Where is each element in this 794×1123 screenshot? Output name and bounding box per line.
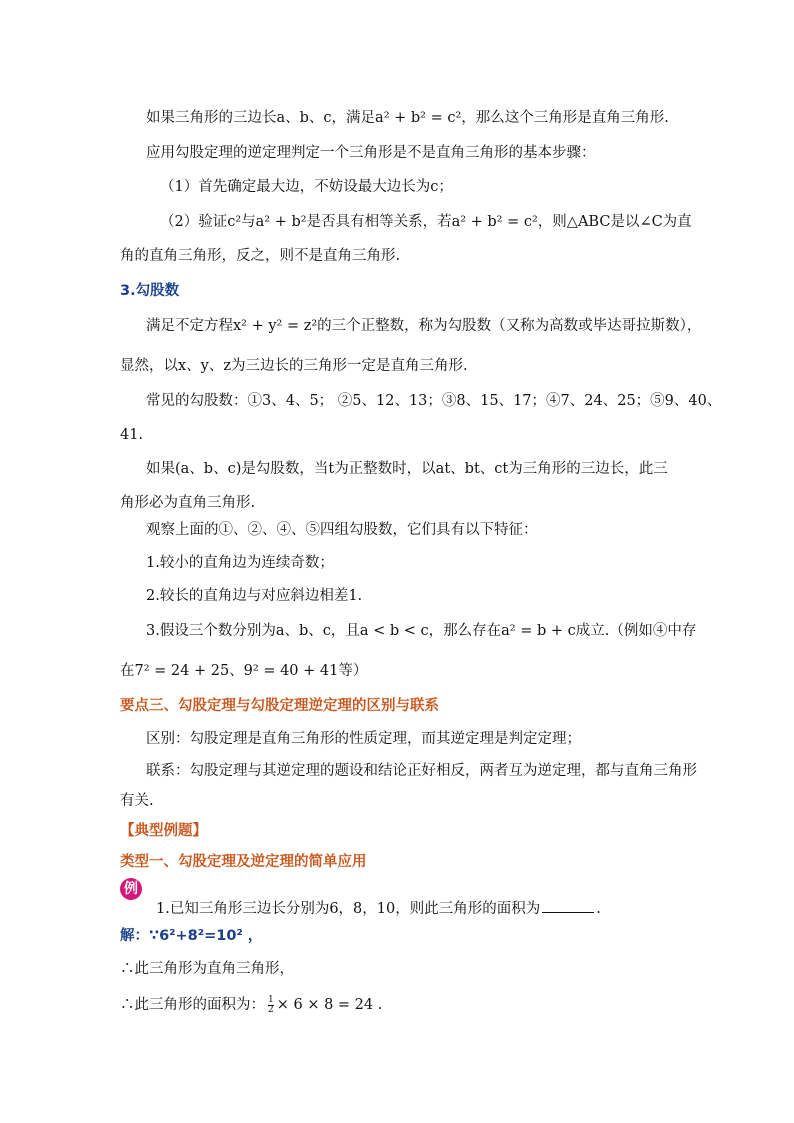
paragraph-line: 角形必为直角三角形. (120, 495, 256, 511)
fraction-denominator: 2 (268, 1004, 274, 1015)
solution-line: ∴此三角形为直角三角形， (120, 961, 294, 977)
paragraph-line: （1）首先确定最大边，不妨设最大边长为c； (160, 179, 453, 195)
paragraph-line: 2.较长的直角边与对应斜边相差1. (146, 588, 363, 604)
section-heading: 类型一、勾股定理及逆定理的简单应用 (120, 854, 367, 870)
example-badge: 例 (120, 878, 142, 900)
fraction-numerator: 1 (268, 994, 274, 1005)
section-heading: 【典型例题】 (120, 823, 207, 839)
question-text: 1.已知三角形三边长分别为6，8，10，则此三角形的面积为 (156, 901, 541, 917)
paragraph-line: 应用勾股定理的逆定理判定一个三角形是不是直角三角形的基本步骤： (146, 145, 596, 161)
section-heading: 要点三、勾股定理与勾股定理逆定理的区别与联系 (120, 698, 439, 714)
paragraph-line: （2）验证c²与a² + b²是否具有相等关系，若a² + b² = c²，则△ABC是以∠C为直 (160, 214, 692, 230)
fraction (268, 996, 274, 1015)
paragraph-line: 观察上面的①、②、④、⑤四组勾股数，它们具有以下特征： (146, 522, 538, 538)
solution-line (0, 925, 794, 947)
paragraph-line: 在7² = 24 + 25、9² = 40 + 41等） (120, 663, 368, 679)
paragraph-line: 有关. (120, 793, 154, 809)
paragraph-line: 角的直角三角形，反之，则不是直角三角形. (120, 248, 401, 264)
paragraph-line: 3.假设三个数分别为a、b、c，且a < b < c，那么存在a² = b + c成立.（例如④中存 (146, 623, 697, 639)
solution-line (0, 994, 794, 1016)
question-end: . (596, 901, 601, 917)
paragraph-line: 如果三角形的三边长a、b、c，满足a² + b² = c²，那么这个三角形是直角三角形. (146, 110, 669, 126)
paragraph-line: 联系：勾股定理与其逆定理的题设和结论正好相反，两者互为逆定理，都与直角三角形 (146, 763, 697, 779)
solution-text: × 6 × 8 = 24 . (276, 997, 383, 1013)
paragraph-line: 41. (120, 427, 144, 443)
paragraph-line: 如果(a、b、c)是勾股数，当t为正整数时，以at、bt、ct为三角形的三边长，此三 (146, 461, 668, 477)
solution-label: 解：∵6²+8²=10² ， (120, 928, 263, 944)
paragraph-line: 满足不定方程x² + y² = z²的三个正整数，称为勾股数（又称为高数或毕达哥拉斯数）， (146, 318, 702, 334)
example-question (0, 898, 794, 920)
solution-text: ∴此三角形的面积为： (120, 997, 265, 1013)
paragraph-line: 区别：勾股定理是直角三角形的性质定理，而其逆定理是判定定理； (146, 731, 581, 747)
paragraph-line: 1.较小的直角边为连续奇数； (146, 555, 334, 571)
answer-blank (542, 898, 594, 913)
paragraph-line: 常见的勾股数：①3、4、5； ②5、12、13；③8、15、17；④7、24、25；⑤9、40、 (146, 393, 722, 409)
section-heading: 3.勾股数 (120, 283, 180, 299)
paragraph-line: 显然，以x、y、z为三边长的三角形一定是直角三角形. (120, 358, 468, 374)
